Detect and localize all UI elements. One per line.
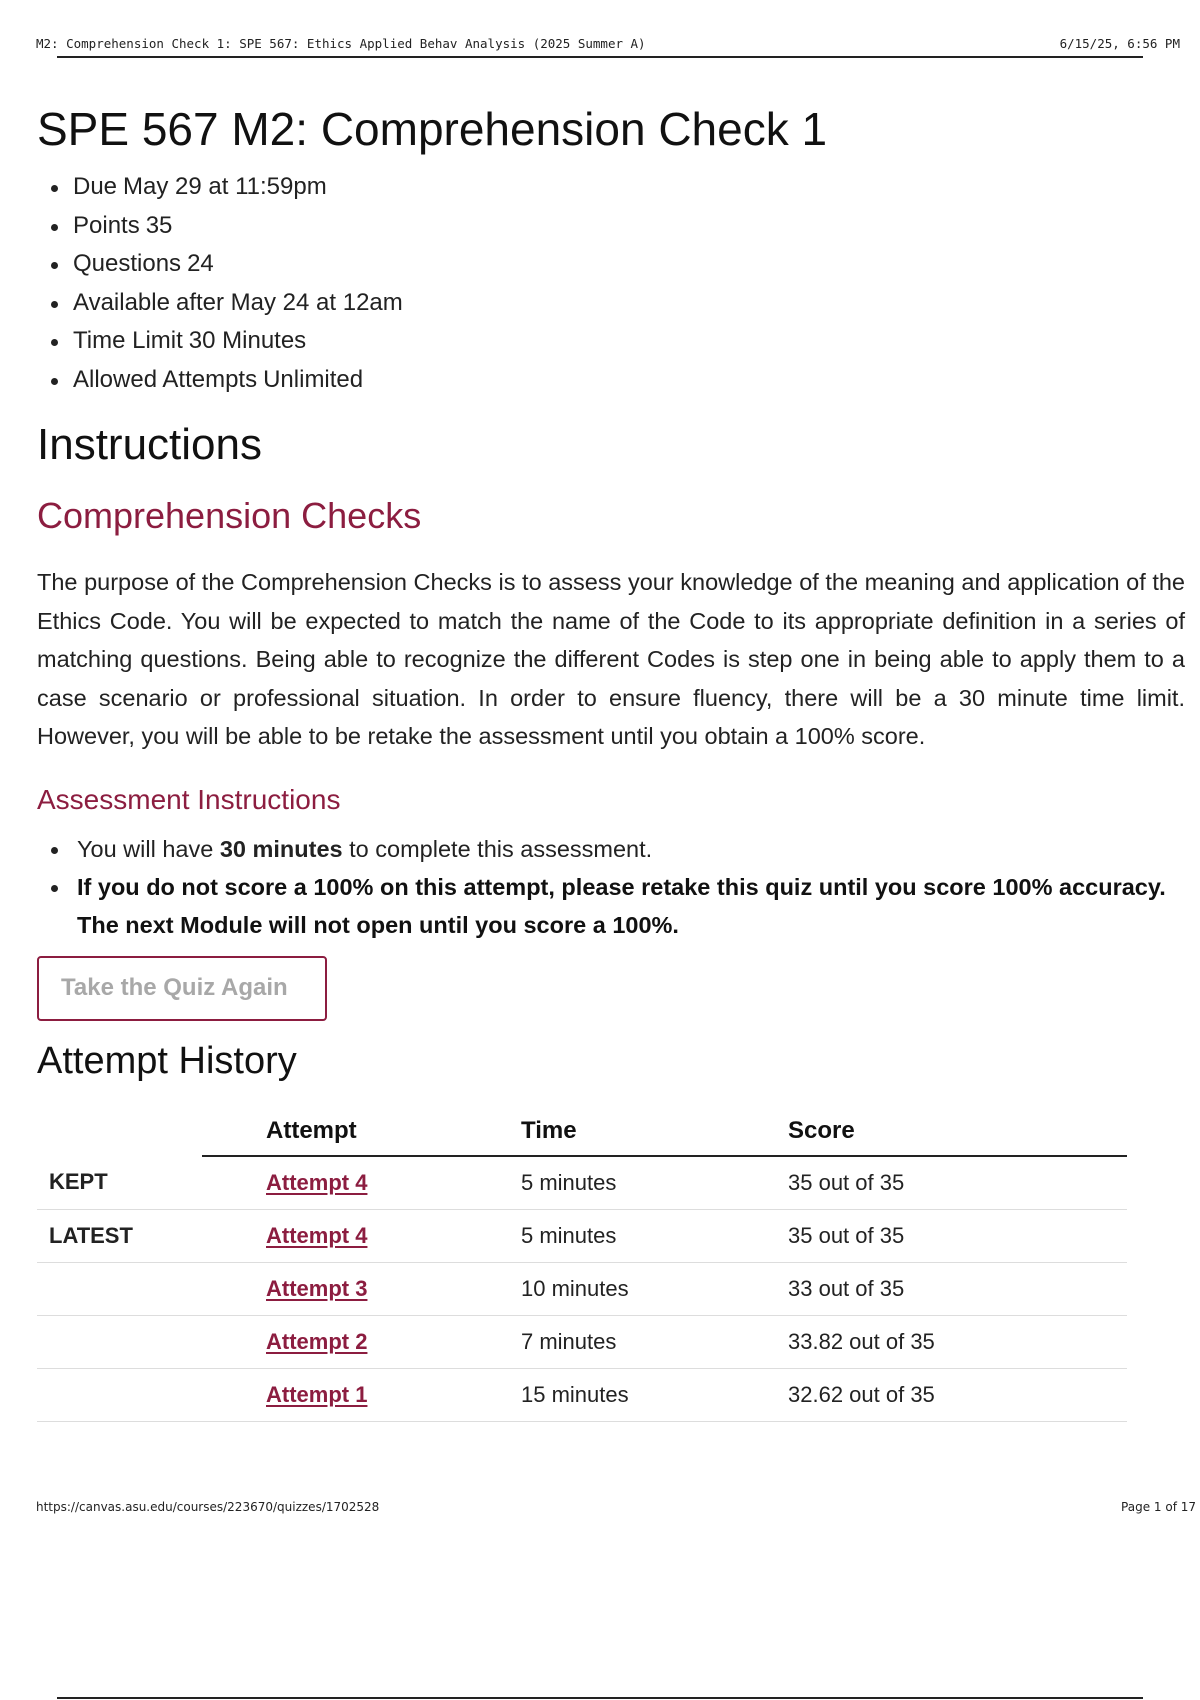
print-footer-url: https://canvas.asu.edu/courses/223670/quizzes/1702528 (36, 1500, 380, 1514)
instructions-heading: Instructions (37, 420, 262, 469)
quiz-meta-list (37, 168, 1177, 399)
score-cell: 35 out of 35 (788, 1209, 1127, 1262)
row-label-latest: LATEST (37, 1209, 202, 1262)
time-cell: 5 minutes (521, 1156, 788, 1210)
attempt-column-header: Attempt (202, 1107, 521, 1156)
attempt-link[interactable]: Attempt 2 (266, 1328, 368, 1354)
table-row (37, 1262, 1127, 1315)
attempt-history-table (37, 1107, 1127, 1422)
page-title: SPE 567 M2: Comprehension Check 1 (37, 103, 828, 155)
attempt-cell (202, 1315, 521, 1368)
meta-time-limit: Time Limit 30 Minutes (37, 322, 1177, 361)
comprehension-checks-heading: Comprehension Checks (37, 495, 422, 536)
instruction-retake: If you do not score a 100% on this attempt, please retake this quiz until you score 100% accuracy. The next Module will not open until you score a 100%. (37, 868, 1177, 944)
score-column-header: Score (788, 1107, 1127, 1156)
attempt-link[interactable]: Attempt 3 (266, 1275, 368, 1301)
assessment-instructions-heading: Assessment Instructions (37, 783, 341, 815)
attempt-link[interactable]: Attempt 4 (266, 1169, 368, 1195)
header-divider (57, 56, 1143, 58)
instruction-time-limit: You will have 30 minutes to complete this assessment. (37, 830, 1177, 868)
time-cell: 10 minutes (521, 1262, 788, 1315)
take-quiz-again-button[interactable]: Take the Quiz Again (37, 956, 327, 1021)
meta-questions: Questions 24 (37, 245, 1177, 284)
table-row (37, 1368, 1127, 1421)
attempt-cell (202, 1262, 521, 1315)
attempt-history-heading: Attempt History (37, 1039, 297, 1082)
row-label (37, 1315, 202, 1368)
attempt-link[interactable]: Attempt 1 (266, 1381, 368, 1407)
quiz-page (37, 100, 1185, 1422)
meta-points: Points 35 (37, 207, 1177, 246)
footer-divider (57, 1697, 1143, 1699)
row-label-kept: KEPT (37, 1156, 202, 1210)
attempt-cell (202, 1368, 521, 1421)
table-row (37, 1209, 1127, 1262)
row-label (37, 1262, 202, 1315)
table-row (37, 1156, 1127, 1210)
meta-allowed-attempts: Allowed Attempts Unlimited (37, 361, 1177, 400)
time-cell: 5 minutes (521, 1209, 788, 1262)
print-footer-page-number: Page 1 of 17 (1121, 1500, 1196, 1514)
row-label (37, 1368, 202, 1421)
time-cell: 7 minutes (521, 1315, 788, 1368)
score-cell: 32.62 out of 35 (788, 1368, 1127, 1421)
time-cell: 15 minutes (521, 1368, 788, 1421)
purpose-paragraph: The purpose of the Comprehension Checks is to assess your knowledge of the meaning and application of the Ethics Code. You will be expected to match the name of the Code to its appropriate definition in a series of matching questions. Being able to recognize the different Codes is step one in being able to apply them to a case scenario or professional situation. In order to ensure fluency, there will be a 30 minute time limit. However, you will be able to be retake the assessment until you obtain a 100% score. (37, 569, 1185, 749)
time-column-header: Time (521, 1107, 788, 1156)
attempt-cell (202, 1209, 521, 1262)
table-header-row (37, 1107, 1127, 1156)
score-cell: 33 out of 35 (788, 1262, 1127, 1315)
score-cell: 33.82 out of 35 (788, 1315, 1127, 1368)
print-header-datetime: 6/15/25, 6:56 PM (1059, 36, 1180, 51)
meta-due: Due May 29 at 11:59pm (37, 168, 1177, 207)
attempt-link[interactable]: Attempt 4 (266, 1222, 368, 1248)
print-header-title: M2: Comprehension Check 1: SPE 567: Ethics Applied Behav Analysis (2025 Summer A) (36, 36, 646, 51)
label-column-header (37, 1107, 202, 1156)
assessment-instructions-list (37, 830, 1177, 944)
meta-available: Available after May 24 at 12am (37, 284, 1177, 323)
table-row (37, 1315, 1127, 1368)
score-cell: 35 out of 35 (788, 1156, 1127, 1210)
attempt-cell (202, 1156, 521, 1210)
